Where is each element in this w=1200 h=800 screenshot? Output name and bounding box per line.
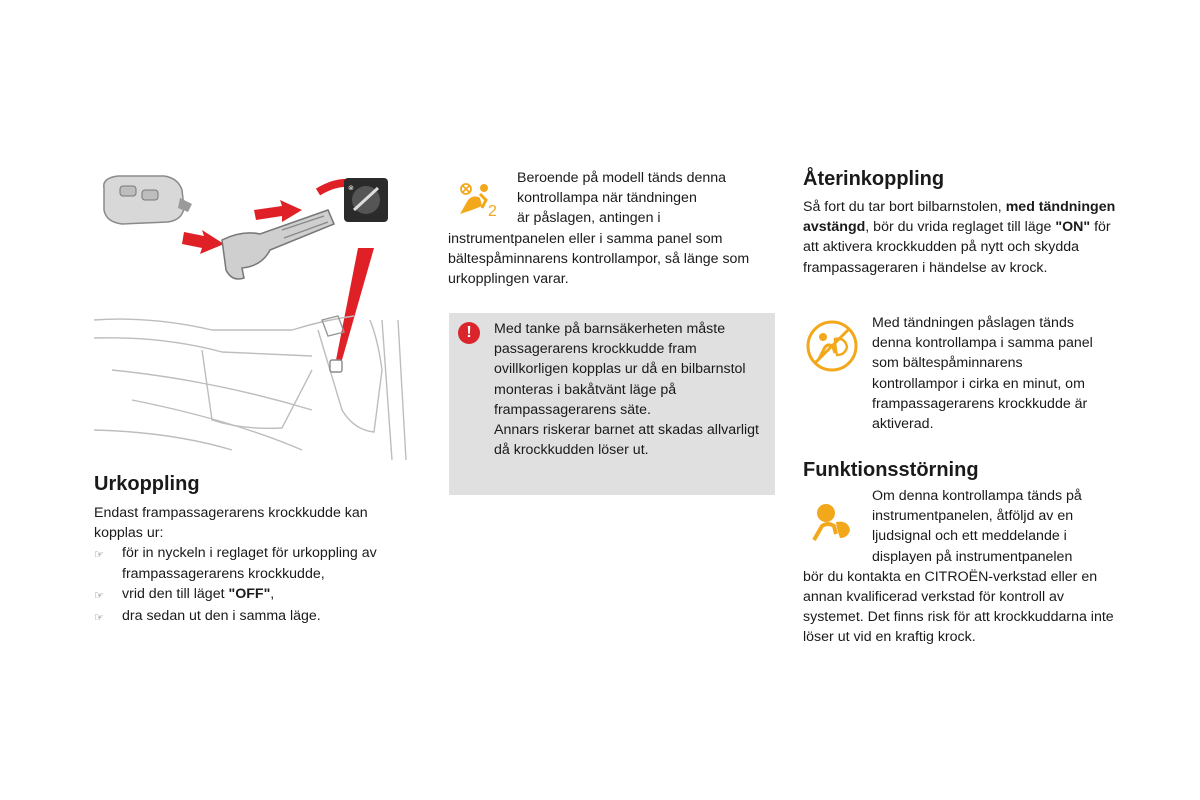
pointing-hand-icon: ☞	[94, 612, 104, 625]
dashboard-drawing	[94, 316, 406, 460]
key-fob-icon	[104, 176, 192, 224]
aterinkoppling-heading: Återinkoppling	[803, 168, 945, 190]
bullet-text: för in nyckeln i reglaget för urkoppling av frampassagerarens krockkudde,	[122, 545, 377, 582]
pointing-hand-icon: ☞	[94, 589, 104, 602]
list-item	[94, 543, 414, 583]
airbag-switch-icon	[344, 178, 388, 222]
middle-icon-paragraph: Beroende på modell tänds denna kontrollampa när tändningen är påslagen, antingen i instrumentpanelen eller i samma panel som bältespåminnarens kontrollampor, så länge som urkopplingen varar.	[448, 170, 750, 288]
icon-badge: 2	[488, 203, 497, 220]
urkoppling-section	[94, 503, 414, 628]
push-arrow-icon	[254, 200, 302, 222]
urkoppling-intro: Endast frampassagerarens krockkudde kan kopplas ur:	[94, 505, 368, 542]
warning-icon: !	[458, 322, 480, 344]
airbag-deactivated-icon	[805, 319, 859, 373]
key-illustration	[92, 170, 412, 460]
warning-text: Med tanke på barnsäkerheten måste passagerarens krockkudde fram ovillkorligen kopplas ur då en bilbarnstol monteras i bakåtvänt läge på frampassagerarens säte. Annars riskerar barnet att skadas allvarligt då krockkudden löser ut.	[494, 321, 759, 459]
pointer-arrow-icon	[336, 248, 374, 360]
aterinkoppling-icon-text: Med tändningen påslagen tänds denna kontrollampa i samma panel som bältespåminnarens kontrollampor i cirka en minut, om frampassagerarens krockkudde är aktiverad.	[872, 315, 1093, 433]
list-item	[94, 584, 414, 606]
list-item	[94, 606, 414, 628]
key-blade-icon	[222, 210, 334, 279]
aterinkoppling-paragraph: Så fort du tar bort bilbarnstolen, med tändningen avstängd, bör du vrida reglaget till läge "ON" för att aktivera krockkudden på nytt och skydda frampassageraren i händelse av krock.	[803, 199, 1116, 276]
bullet-text: vrid den till läget "OFF",	[122, 585, 275, 602]
funktionsstorning-heading: Funktionsstörning	[803, 459, 979, 481]
urkoppling-heading: Urkoppling	[94, 473, 200, 495]
warning-box	[449, 313, 775, 495]
bullet-text: dra sedan ut den i samma läge.	[122, 608, 321, 625]
insert-arrow-icon	[182, 230, 224, 254]
funktionsstorning-paragraph: Om denna kontrollampa tänds på instrumentpanelen, åtföljd av en ljudsignal och ett meddelande i displayen på instrumentpanelen bör du kontakta en CITROËN-verkstad eller en annan kvalificerad verkstad för kontroll av systemet. Det finns risk för att krockkuddarna inte löser ut vid en kraftig krock.	[803, 488, 1114, 646]
pointing-hand-icon: ☞	[94, 549, 104, 562]
svg-text:⊗: ⊗	[348, 185, 354, 192]
